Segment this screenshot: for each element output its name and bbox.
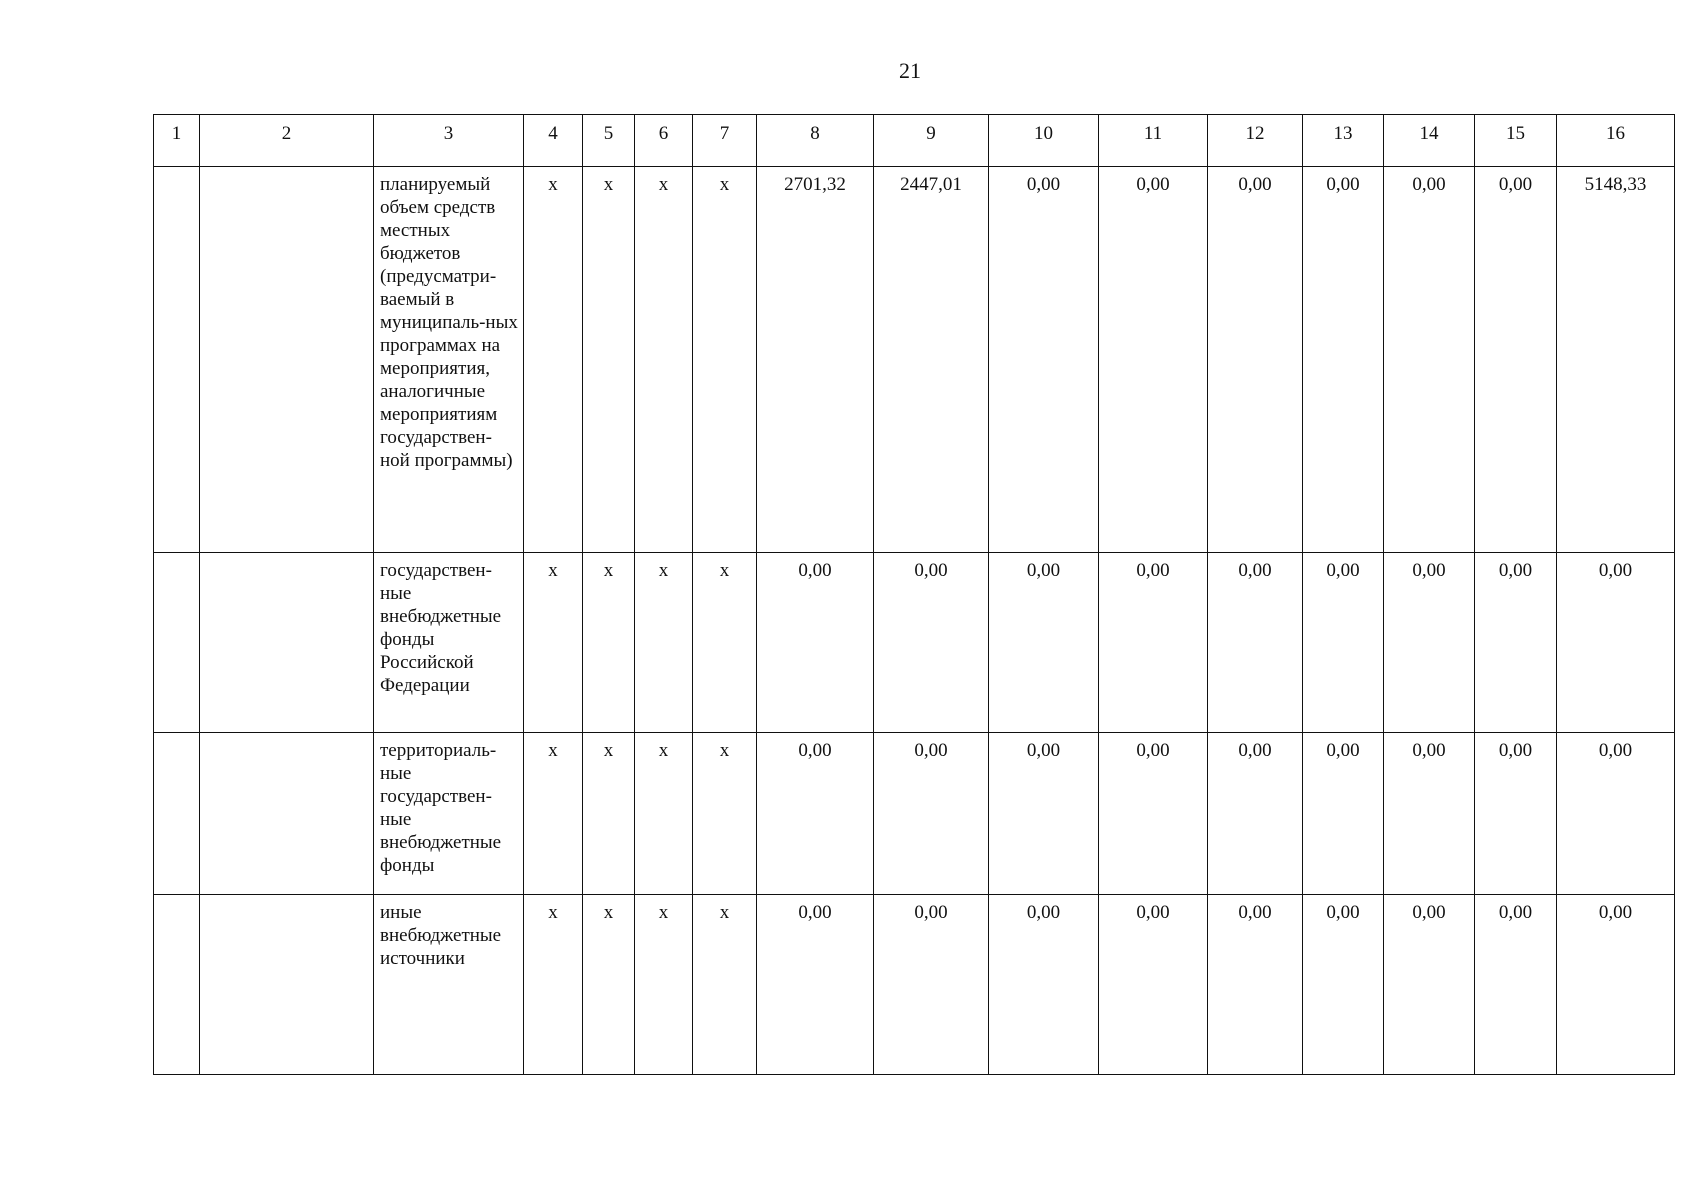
table-cell: 0,00: [1303, 733, 1384, 895]
header-cell: 5: [583, 115, 635, 167]
table-cell: х: [693, 895, 757, 1075]
table-cell: х: [583, 733, 635, 895]
table-cell: 0,00: [757, 553, 874, 733]
table-cell: 0,00: [1303, 167, 1384, 553]
table-cell: 0,00: [1475, 733, 1557, 895]
table-cell: 0,00: [989, 895, 1099, 1075]
table-cell: 0,00: [1303, 553, 1384, 733]
header-cell: 15: [1475, 115, 1557, 167]
page-number: 21: [899, 58, 921, 83]
table-cell: 0,00: [989, 167, 1099, 553]
table-cell: 0,00: [1099, 167, 1208, 553]
table-cell: х: [635, 895, 693, 1075]
table-cell: 0,00: [1303, 895, 1384, 1075]
table-cell: 2447,01: [874, 167, 989, 553]
funding-source-label: иные внебюджетные источники: [374, 895, 524, 1075]
table-cell: 0,00: [1557, 733, 1675, 895]
table-cell: [154, 733, 200, 895]
table-cell: 0,00: [1099, 895, 1208, 1075]
funding-source-label: планируемый объем средств местных бюджетов (предусматри-ваемый в муниципаль-ных программах на мероприятия, аналогичные мероприятиям государствен-ной программы): [374, 167, 524, 553]
funding-source-label: территориаль-ные государствен-ные внебюджетные фонды: [374, 733, 524, 895]
table-cell: 0,00: [1557, 895, 1675, 1075]
table-header-row: [154, 115, 1675, 167]
table-cell: 5148,33: [1557, 167, 1675, 553]
header-cell: 10: [989, 115, 1099, 167]
table-cell: х: [635, 167, 693, 553]
table-cell: [200, 553, 374, 733]
table-cell: 0,00: [874, 895, 989, 1075]
table-cell: 0,00: [874, 733, 989, 895]
table-row: [154, 167, 1675, 553]
table-cell: х: [583, 895, 635, 1075]
table-cell: х: [583, 553, 635, 733]
funding-source-label: государствен-ные внебюджетные фонды Российской Федерации: [374, 553, 524, 733]
table-cell: [200, 167, 374, 553]
header-cell: 12: [1208, 115, 1303, 167]
table-cell: 0,00: [1099, 553, 1208, 733]
table-row: [154, 895, 1675, 1075]
table-cell: 0,00: [1208, 895, 1303, 1075]
table-cell: [154, 167, 200, 553]
header-cell: 11: [1099, 115, 1208, 167]
table-cell: х: [635, 553, 693, 733]
table-cell: 2701,32: [757, 167, 874, 553]
table-cell: х: [693, 733, 757, 895]
table-cell: 0,00: [1208, 553, 1303, 733]
budget-table: [153, 114, 1675, 1075]
table-cell: х: [635, 733, 693, 895]
table-cell: х: [583, 167, 635, 553]
table-cell: х: [693, 167, 757, 553]
table-row: [154, 553, 1675, 733]
table-cell: [154, 895, 200, 1075]
table-row: [154, 733, 1675, 895]
header-cell: 4: [524, 115, 583, 167]
table-cell: [200, 733, 374, 895]
header-cell: 7: [693, 115, 757, 167]
header-cell: 2: [200, 115, 374, 167]
header-cell: 8: [757, 115, 874, 167]
table-cell: 0,00: [1475, 553, 1557, 733]
table-cell: х: [693, 553, 757, 733]
table-cell: 0,00: [874, 553, 989, 733]
table-cell: 0,00: [1384, 895, 1475, 1075]
table-cell: 0,00: [1384, 167, 1475, 553]
table-cell: х: [524, 553, 583, 733]
table-cell: х: [524, 895, 583, 1075]
header-cell: 3: [374, 115, 524, 167]
table-cell: 0,00: [1208, 167, 1303, 553]
table-cell: х: [524, 733, 583, 895]
table-cell: 0,00: [757, 895, 874, 1075]
header-cell: 1: [154, 115, 200, 167]
table-cell: 0,00: [1208, 733, 1303, 895]
header-cell: 14: [1384, 115, 1475, 167]
table-cell: 0,00: [1384, 553, 1475, 733]
table-cell: 0,00: [1557, 553, 1675, 733]
table-cell: 0,00: [1384, 733, 1475, 895]
table-cell: 0,00: [1475, 167, 1557, 553]
header-cell: 9: [874, 115, 989, 167]
table-cell: х: [524, 167, 583, 553]
table-cell: 0,00: [989, 733, 1099, 895]
table-cell: [200, 895, 374, 1075]
table-cell: 0,00: [1475, 895, 1557, 1075]
table-cell: 0,00: [757, 733, 874, 895]
header-cell: 6: [635, 115, 693, 167]
table-cell: 0,00: [989, 553, 1099, 733]
header-cell: 13: [1303, 115, 1384, 167]
table-cell: [154, 553, 200, 733]
header-cell: 16: [1557, 115, 1675, 167]
table-cell: 0,00: [1099, 733, 1208, 895]
